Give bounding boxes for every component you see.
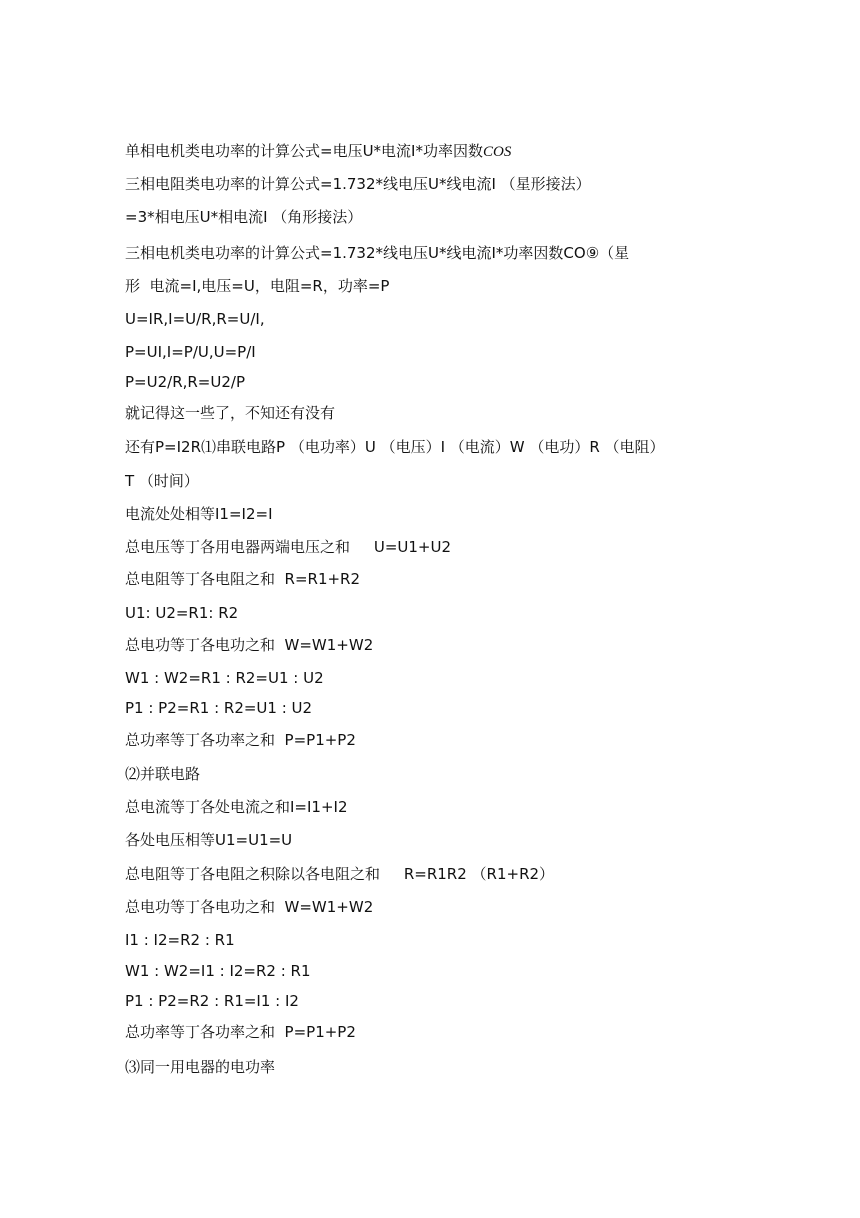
text-line: ⑶同一用电器的电功率	[125, 1058, 276, 1076]
text-line: 总电流等丁各处电流之和I=I1+I2	[125, 798, 348, 816]
text-line: 三相电阻类电功率的计算公式=1.732*线电压U*线电流I （星形接法）	[125, 175, 591, 193]
text-line: W1 : W2=R1 : R2=U1 : U2	[125, 669, 324, 687]
text-line: 形 电流=I,电压=U，电阻=R，功率=P	[125, 277, 390, 295]
text-line: 总电阻等丁各电阻之积除以各电阻之和 R=R1R2 （R1+R2）	[125, 865, 555, 883]
text-line-body: 单相电机类电功率的计算公式=电压U*电流I*功率因数	[125, 142, 483, 160]
text-line: P1 : P2=R1 : R2=U1 : U2	[125, 699, 313, 717]
text-line: 电流处处相等I1=I2=I	[125, 505, 273, 523]
text-line	[125, 141, 511, 162]
text-line: P=UI,I=P/U,U=P/I	[125, 343, 256, 361]
cos-symbol: COS	[482, 144, 512, 160]
text-line: W1 : W2=I1 : I2=R2 : R1	[125, 962, 311, 980]
text-line: =3*相电压U*相电流I （角形接法）	[125, 208, 363, 226]
text-line: P=U2/R,R=U2/P	[125, 373, 245, 391]
text-line: U1: U2=R1: R2	[125, 604, 239, 622]
text-line: 总功率等丁各功率之和 P=P1+P2	[125, 1023, 356, 1041]
text-line: 总电阻等丁各电阻之和 R=R1+R2	[125, 570, 361, 588]
text-line: 总电压等丁各用电器两端电压之和 U=U1+U2	[125, 538, 452, 556]
text-line: P1 : P2=R2 : R1=I1 : I2	[125, 992, 299, 1010]
text-line: 总电功等丁各电功之和 W=W1+W2	[125, 898, 374, 916]
text-line: 总功率等丁各功率之和 P=P1+P2	[125, 731, 356, 749]
text-line: 各处电压相等U1=U1=U	[125, 831, 293, 849]
text-line: T （时间）	[125, 472, 199, 490]
text-line: U=IR,I=U/R,R=U/I,	[125, 310, 265, 328]
text-line: 还有P=I2R⑴串联电路P （电功率）U （电压）I （电流）W （电功）R （电阻）	[125, 438, 665, 456]
text-line: 总电功等丁各电功之和 W=W1+W2	[125, 636, 374, 654]
text-line: ⑵并联电路	[125, 765, 201, 783]
text-line: I1 : I2=R2 : R1	[125, 931, 235, 949]
text-line: 三相电机类电功率的计算公式=1.732*线电压U*线电流I*功率因数CO⑨（星	[125, 244, 630, 262]
text-line: 就记得这一些了，不知还有没有	[125, 404, 336, 422]
